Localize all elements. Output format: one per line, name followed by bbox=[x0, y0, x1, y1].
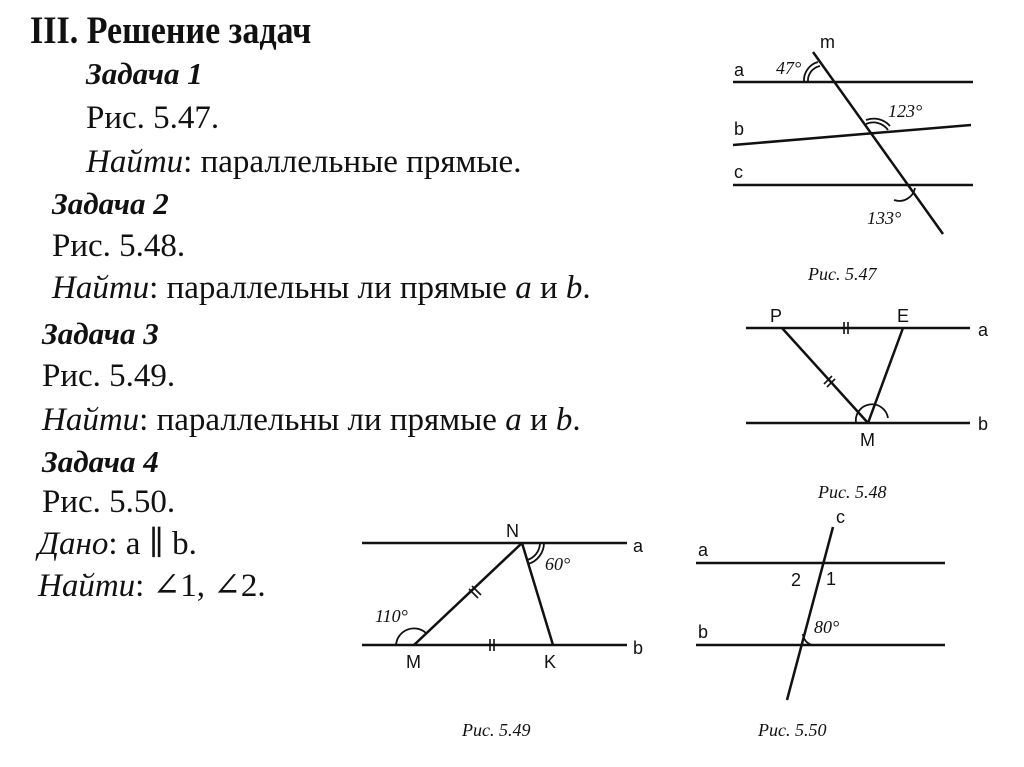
label-a: a bbox=[633, 536, 644, 556]
angle-133: 133° bbox=[867, 208, 902, 228]
label-a: a bbox=[698, 540, 709, 560]
find-label: Найти bbox=[42, 402, 140, 438]
label-a: a bbox=[978, 320, 989, 340]
find-label: Найти bbox=[86, 144, 184, 180]
given-text: : a ∥ b. bbox=[108, 526, 197, 562]
angle-123: 123° bbox=[888, 101, 923, 121]
angle-2: 2 bbox=[791, 570, 802, 590]
label-c: c bbox=[836, 507, 845, 527]
angle-1: 1 bbox=[826, 569, 837, 589]
var-a: a bbox=[515, 270, 532, 306]
figure-5-47 bbox=[733, 32, 973, 284]
find-label: Найти bbox=[38, 568, 136, 604]
angle-80: 80° bbox=[814, 617, 840, 637]
point-e: E bbox=[897, 306, 910, 326]
angle-arc-47 bbox=[808, 66, 820, 82]
find-text: : параллельны ли прямые bbox=[149, 270, 516, 306]
and-text: и bbox=[521, 402, 556, 438]
find-label: Найти bbox=[52, 270, 150, 306]
secant-c bbox=[787, 527, 833, 700]
point-p: P bbox=[770, 306, 783, 326]
caption-5-49: Рис. 5.49 bbox=[462, 720, 531, 740]
find-text: : параллельные прямые. bbox=[183, 144, 522, 180]
label-b: b bbox=[978, 414, 989, 434]
secant-m bbox=[813, 52, 943, 234]
point-n: N bbox=[506, 521, 519, 541]
label-b: b bbox=[698, 622, 709, 642]
var-a: a bbox=[505, 402, 522, 438]
find-text: : ∠1, ∠2. bbox=[135, 568, 266, 604]
task-4-title: Задача 4 bbox=[42, 444, 159, 479]
and-text: и bbox=[531, 270, 566, 306]
label-m: m bbox=[820, 32, 835, 52]
label-a: a bbox=[734, 60, 745, 80]
page-title: III. Решение задач bbox=[30, 9, 312, 53]
var-b: b bbox=[555, 402, 573, 438]
end-dot: . bbox=[582, 270, 591, 306]
point-m: M bbox=[860, 430, 875, 450]
task-1-title: Задача 1 bbox=[86, 56, 203, 91]
angle-47: 47° bbox=[776, 58, 802, 78]
given-label: Дано bbox=[38, 526, 109, 562]
task-1-figure: Рис. 5.47. bbox=[86, 100, 220, 136]
segment-em bbox=[868, 328, 903, 423]
end-dot: . bbox=[572, 402, 581, 438]
caption-5-48: Рис. 5.48 bbox=[818, 482, 887, 502]
var-b: b bbox=[565, 270, 583, 306]
caption-5-50: Рис. 5.50 bbox=[758, 720, 827, 740]
figure-5-49 bbox=[362, 521, 644, 740]
angle-110: 110° bbox=[375, 606, 408, 626]
figure-5-48 bbox=[746, 306, 989, 502]
point-k: K bbox=[544, 652, 557, 672]
figure-5-50 bbox=[696, 507, 945, 740]
label-c: c bbox=[734, 162, 743, 182]
label-b: b bbox=[633, 638, 644, 658]
task-3-title: Задача 3 bbox=[42, 316, 159, 351]
segment-nm bbox=[414, 543, 522, 645]
label-b: b bbox=[734, 119, 745, 139]
point-m: M bbox=[406, 652, 421, 672]
task-4-figure: Рис. 5.50. bbox=[42, 484, 176, 520]
angle-60: 60° bbox=[545, 554, 571, 574]
segment-pm bbox=[782, 328, 868, 423]
task-2-figure: Рис. 5.48. bbox=[52, 228, 186, 264]
find-text: : параллельны ли прямые bbox=[139, 402, 506, 438]
task-3-figure: Рис. 5.49. bbox=[42, 358, 176, 394]
line-b bbox=[733, 125, 971, 145]
task-2-title: Задача 2 bbox=[52, 186, 169, 221]
caption-5-47: Рис. 5.47 bbox=[808, 264, 877, 284]
